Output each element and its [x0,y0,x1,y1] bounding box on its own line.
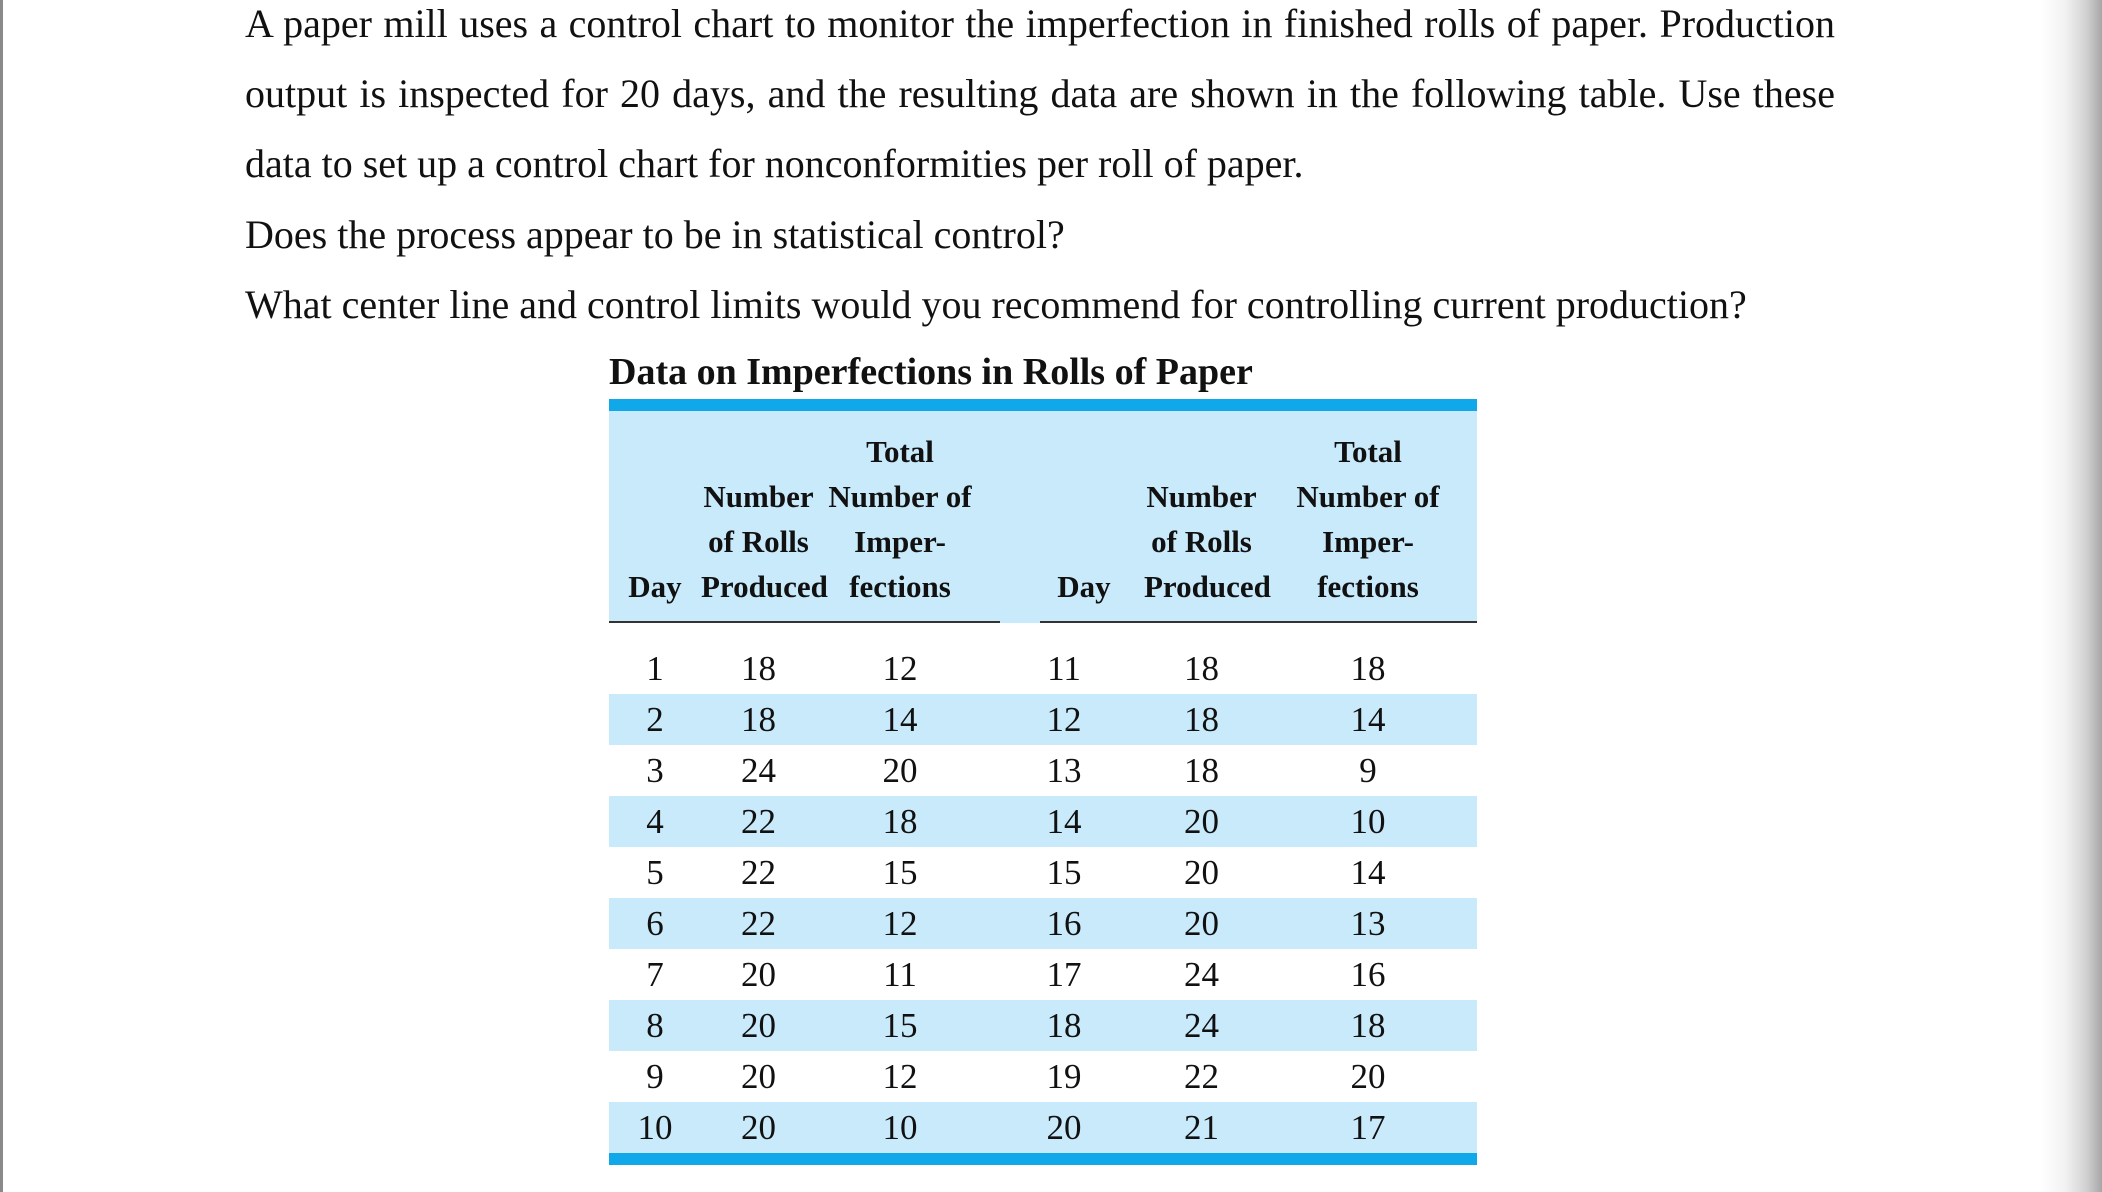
cell-rolls: 20 [1184,904,1219,943]
header-text: Day [1057,569,1111,604]
cell-rolls: 18 [741,649,776,688]
cell-rolls: 20 [741,1108,776,1147]
cell-imperfections: 18 [1350,649,1386,688]
cell-rolls: 18 [1184,751,1219,790]
header-rule-left [609,621,1000,623]
cell-day: 3 [646,751,664,790]
cell-day: 8 [646,1006,664,1045]
cell-rolls: 20 [741,955,776,994]
cell-rolls: 20 [1184,802,1219,841]
cell-imperfections: 11 [883,955,917,994]
cell-imperfections: 9 [1359,751,1377,790]
table-row [609,1102,1477,1153]
imperfections-table [609,399,1477,1165]
cell-day: 6 [646,904,664,943]
cell-day: 4 [646,802,664,841]
cell-rolls: 24 [1184,1006,1219,1045]
header-text: Total [1334,434,1402,469]
table-row [609,694,1477,745]
cell-day: 20 [1046,1108,1082,1147]
header-text: Total [866,434,934,469]
cell-imperfections: 13 [1350,904,1386,943]
cell-rolls: 20 [1184,853,1219,892]
cell-rolls: 24 [741,751,776,790]
cell-imperfections: 17 [1350,1108,1386,1147]
cell-imperfections: 10 [882,1108,918,1147]
table-row [609,1000,1477,1051]
cell-imperfections: 14 [882,700,918,739]
cell-imperfections: 12 [882,904,918,943]
cell-day: 2 [646,700,664,739]
cell-day: 10 [637,1108,673,1147]
cell-rolls: 18 [741,700,776,739]
header-day-left [609,564,701,609]
cell-imperfections: 18 [1350,1006,1386,1045]
header-rule-right [1040,621,1477,623]
header-imperfections-right [1259,429,1477,609]
table-row [609,643,1477,694]
problem-paragraph: A paper mill uses a control chart to monitor the imperfection in finished rolls of paper. Production output is inspected for 20 days, and the resulting data are shown in the following table. Use these data to set up a control chart for nonconformities per roll of paper. [245,1,1835,186]
cell-day: 1 [646,649,664,688]
cell-imperfections: 15 [882,1006,918,1045]
cell-day: 16 [1046,904,1082,943]
header-text: fections [1317,569,1419,604]
header-text: Number [703,479,814,514]
cell-imperfections: 12 [882,1057,918,1096]
table-caption: Data on Imperfections in Rolls of Paper [609,351,1253,393]
header-text: Day [628,569,682,604]
cell-rolls: 24 [1184,955,1219,994]
table-top-bar [609,399,1477,411]
cell-imperfections: 10 [1350,802,1386,841]
cell-imperfections: 16 [1350,955,1386,994]
cell-day: 9 [646,1057,664,1096]
cell-imperfections: 14 [1350,853,1386,892]
cell-day: 18 [1046,1006,1082,1045]
header-text: Number of [828,479,972,514]
header-gap [609,623,1477,643]
table-row [609,796,1477,847]
header-text: Produced [1144,569,1271,604]
cell-day: 13 [1046,751,1082,790]
header-text: fections [849,569,951,604]
cell-rolls: 20 [741,1057,776,1096]
page-right-shadow [2040,0,2102,1192]
cell-rolls: 18 [1184,700,1219,739]
table-row [609,1051,1477,1102]
page-left-edge [0,0,3,1192]
table-bottom-bar [609,1153,1477,1165]
cell-day: 7 [646,955,664,994]
header-rolls-right [1144,474,1271,609]
cell-rolls: 22 [741,904,776,943]
cell-rolls: 22 [1184,1057,1219,1096]
cell-rolls: 18 [1184,649,1219,688]
cell-rolls: 22 [741,853,776,892]
cell-imperfections: 12 [882,649,918,688]
cell-day: 14 [1046,802,1082,841]
cell-imperfections: 20 [1350,1057,1386,1096]
table-row [609,847,1477,898]
cell-imperfections: 18 [882,802,918,841]
header-text: of Rolls [1151,524,1252,559]
header-text: Imper- [1322,524,1414,559]
table-header [609,411,1477,623]
cell-day: 15 [1046,853,1082,892]
cell-rolls: 20 [741,1006,776,1045]
table-row [609,745,1477,796]
header-rolls-left [701,474,828,609]
table-row [609,898,1477,949]
cell-day: 17 [1046,955,1082,994]
cell-rolls: 21 [1184,1108,1219,1147]
table-body [609,643,1477,1153]
cell-day: 11 [1047,649,1081,688]
question-statistical-control: Does the process appear to be in statistical control? [245,212,1065,257]
table-row [609,949,1477,1000]
header-text: Imper- [854,524,946,559]
header-text: Number of [1296,479,1440,514]
cell-day: 5 [646,853,664,892]
cell-imperfections: 14 [1350,700,1386,739]
cell-imperfections: 20 [882,751,918,790]
question-control-limits: What center line and control limits would you recommend for controlling current production? [245,282,1747,327]
cell-day: 19 [1046,1057,1082,1096]
header-text: of Rolls [708,524,809,559]
header-imperfections-left [816,429,984,609]
header-text: Number [1146,479,1257,514]
cell-imperfections: 15 [882,853,918,892]
cell-rolls: 22 [741,802,776,841]
cell-day: 12 [1046,700,1082,739]
header-text: Produced [701,569,828,604]
header-day-right [1024,564,1144,609]
